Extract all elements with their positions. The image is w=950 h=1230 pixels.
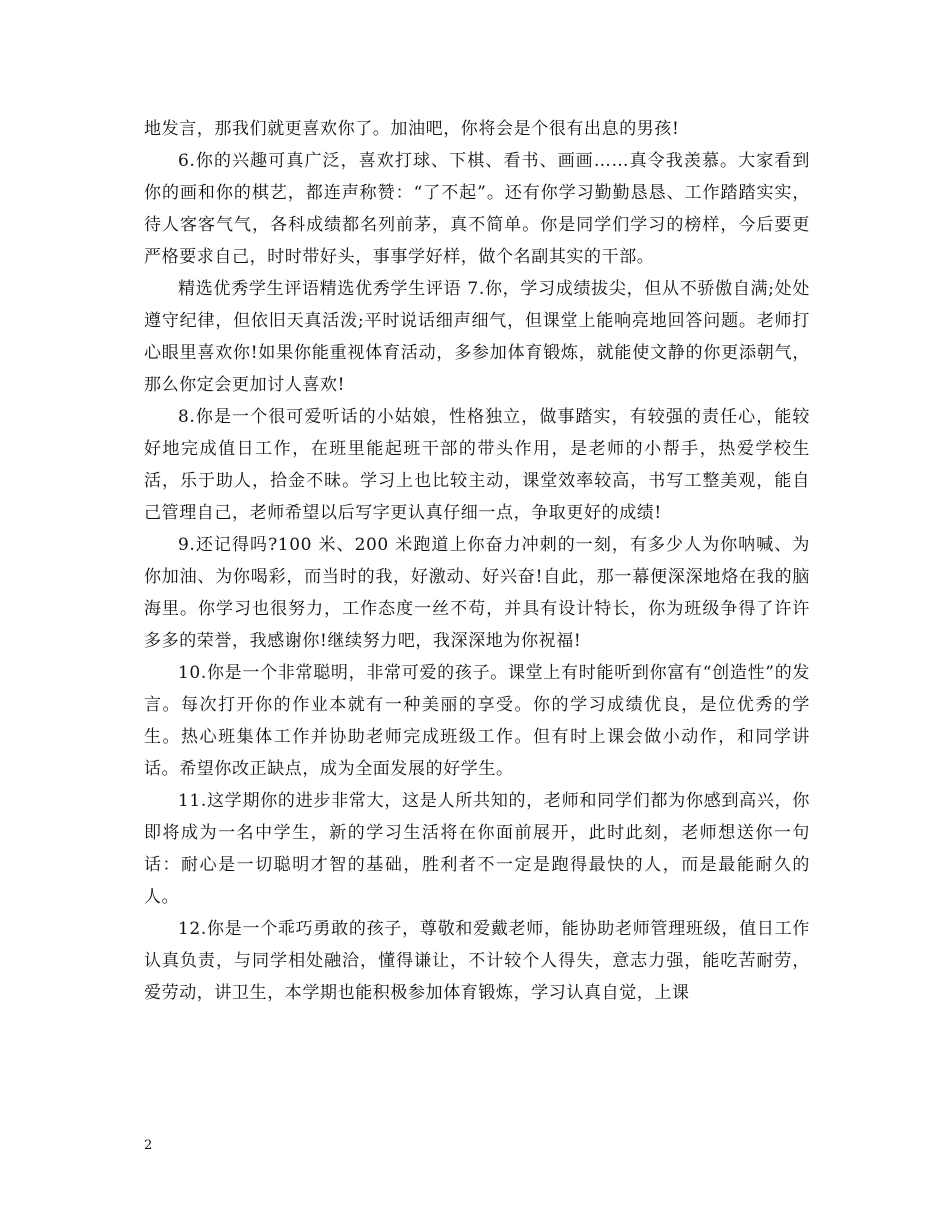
document-body bbox=[144, 113, 810, 1009]
paragraph-comment-8: 8.你是一个很可爱听话的小姑娘，性格独立，做事踏实，有较强的责任心，能较好地完成值日工作，在班里能起班干部的带头作用，是老师的小帮手，热爱学校生活，乐于助人，拾金不昧。学习上也比较主动，课堂效率较高，书写工整美观，能自己管理自己，老师希望以后写字更认真仔细一点，争取更好的成绩! bbox=[144, 407, 810, 523]
paragraph-comment-10: 10.你是一个非常聪明，非常可爱的孩子。课堂上有时能听到你富有“创造性”的发言。每次打开你的作业本就有一种美丽的享受。你的学习成绩优良，是位优秀的学生。热心班集体工作并协助老师完成班级工作。但有时上课会做小动作，和同学讲话。希望你改正缺点，成为全面发展的好学生。 bbox=[144, 663, 810, 779]
paragraph-comment-9: 9.还记得吗?100 米、200 米跑道上你奋力冲刺的一刻，有多少人为你呐喊、为你加油、为你喝彩，而当时的我，好激动、好兴奋!自此，那一幕便深深地烙在我的脑海里。你学习也很努力，工作态度一丝不苟，并具有设计特长，你为班级争得了许许多多的荣誉，我感谢你!继续努力吧，我深深地为你祝福! bbox=[144, 535, 810, 651]
paragraph-comment-7: 精选优秀学生评语精选优秀学生评语 7.你，学习成绩拔尖，但从不骄傲自满;处处遵守纪律，但依旧天真活泼;平时说话细声细气，但课堂上能响亮地回答问题。老师打心眼里喜欢你!如果你能重视体育活动，多参加体育锻炼，就能使文静的你更添朝气，那么你定会更加讨人喜欢! bbox=[144, 279, 810, 395]
paragraph-comment-12: 12.你是一个乖巧勇敢的孩子，尊敬和爱戴老师，能协助老师管理班级，值日工作认真负责，与同学相处融洽，懂得谦让，不计较个人得失，意志力强，能吃苦耐劳，爱劳动，讲卫生，本学期也能积极参加体育锻炼，学习认真自觉，上课 bbox=[144, 919, 810, 1003]
paragraph-comment-11: 11.这学期你的进步非常大，这是人所共知的，老师和同学们都为你感到高兴，你即将成为一名中学生，新的学习生活将在你面前展开，此时此刻，老师想送你一句话：耐心是一切聪明才智的基础，胜利者不一定是跑得最快的人，而是最能耐久的人。 bbox=[144, 791, 810, 907]
page-number: 2 bbox=[144, 1138, 153, 1153]
paragraph-continued: 地发言，那我们就更喜欢你了。加油吧，你将会是个很有出息的男孩! bbox=[144, 119, 680, 139]
paragraph-comment-6: 6.你的兴趣可真广泛，喜欢打球、下棋、看书、画画……真令我羡慕。大家看到你的画和你的棋艺，都连声称赞：“了不起”。还有你学习勤勤恳恳、工作踏踏实实，待人客客气气，各科成绩都名列前茅，真不简单。你是同学们学习的榜样，今后要更严格要求自己，时时带好头，事事学好样，做个名副其实的干部。 bbox=[144, 151, 810, 267]
